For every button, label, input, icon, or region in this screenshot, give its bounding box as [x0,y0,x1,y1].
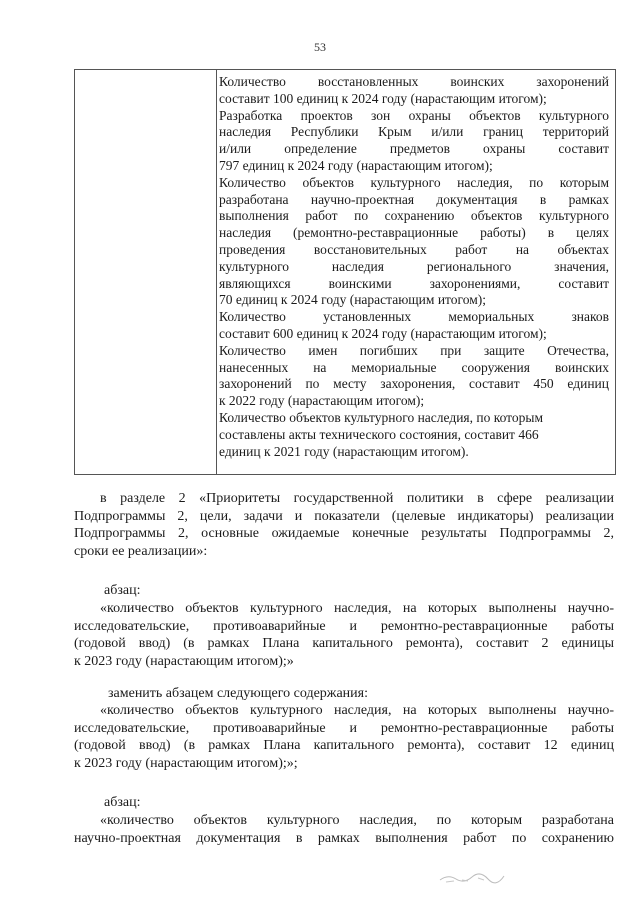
table-text-line: захоронений по месту захоронения, составит 450 единиц [219,376,609,392]
indicators-table [74,69,616,475]
table-text-line: наследия (ремонтно-реставрационные работы) в целях [219,225,609,241]
table-left-cell [75,70,217,474]
table-text-line: Количество объектов культурного наследия, по которым [219,174,609,190]
scan-mark [438,868,508,884]
paragraph-line: «количество объектов культурного наследия, на которых выполнены научно- [100,703,614,718]
paragraph-line: «количество объектов культурного наследия, по которым разработана [100,813,614,828]
table-text-line: составит 600 единиц к 2024 году (нарастающим итогом); [219,325,547,341]
label-paragraph-1: абзац: [104,583,141,598]
table-text-line: разработана научно-проектная документация в рамках [219,191,609,207]
table-text-line: проведения восстановительных работ на объектах [219,241,609,257]
table-text-line: выполнения работ по сохранению объектов культурного [219,208,609,224]
paragraph-line: к 2023 году (нарастающим итогом);» [74,653,294,669]
table-text-line: единиц к 2021 году (нарастающим итогом). [219,443,469,459]
table-text-line: культурного наследия регионального значения, [219,258,609,274]
page-number: 53 [314,40,326,54]
section-intro-paragraph [74,490,614,560]
table-text-line: Количество объектов культурного наследия, по которым [219,409,544,425]
paragraph-line: Подпрограммы 2, основные ожидаемые конечные результаты Подпрограммы 2, [74,526,614,542]
table-text-line: нанесенных на мемориальные сооружения воинских [219,359,609,375]
table-text-line: к 2022 году (нарастающим итогом); [219,393,425,409]
table-text-line: 70 единиц к 2024 году (нарастающим итогом); [219,292,487,308]
table-right-cell [217,70,615,460]
paragraph-line: исследовательские, противоаварийные и ремонтно-реставрационные работы [74,618,614,634]
paragraph-line: к 2023 году (нарастающим итогом);»; [74,755,298,771]
paragraph-line: исследовательские, противоаварийные и ремонтно-реставрационные работы [74,720,614,736]
label-paragraph-2: абзац: [104,795,141,810]
table-text-line: Разработка проектов зон охраны объектов культурного [219,107,609,123]
paragraph-line: «количество объектов культурного наследия, на которых выполнены научно- [100,601,614,616]
table-text-line: составлены акты технического состояния, составит 466 [219,426,539,442]
table-text-line: являющихся воинскими захоронениями, составит [219,275,609,291]
paragraph-line: в разделе 2 «Приоритеты государственной политики в сфере реализации [100,491,614,506]
label-replace: заменить абзацем следующего содержания: [108,686,368,701]
quote-paragraph-1 [74,600,614,670]
paragraph-line: Подпрограммы 2, цели, задачи и показатели (целевые индикаторы) реализации [74,508,614,524]
table-text-line: 797 единиц к 2024 году (нарастающим итогом); [219,157,493,173]
table-text-line: составит 100 единиц к 2024 году (нарастающим итогом); [219,90,547,106]
quote-paragraph-3 [74,812,614,847]
quote-paragraph-2 [74,702,614,772]
paragraph-line: научно-проектная документация в рамках выполнения работ по сохранению [74,830,614,846]
table-text-line: Количество установленных мемориальных знаков [219,309,609,325]
table-text-line: наследия Республики Крым и/или границ территорий [219,124,609,140]
table-text-line: Количество восстановленных воинских захоронений [219,74,609,89]
paragraph-line: сроки ее реализации»: [74,543,208,559]
paragraph-line: (годовой ввод) (в рамках Плана капитального ремонта), составит 2 единицы [74,636,614,652]
paragraph-line: (годовой ввод) (в рамках Плана капитального ремонта), составит 12 единиц [74,738,614,754]
table-text-line: и/или определение предметов охраны составит [219,141,609,157]
table-text-line: Количество имен погибших при защите Отечества, [219,342,609,358]
